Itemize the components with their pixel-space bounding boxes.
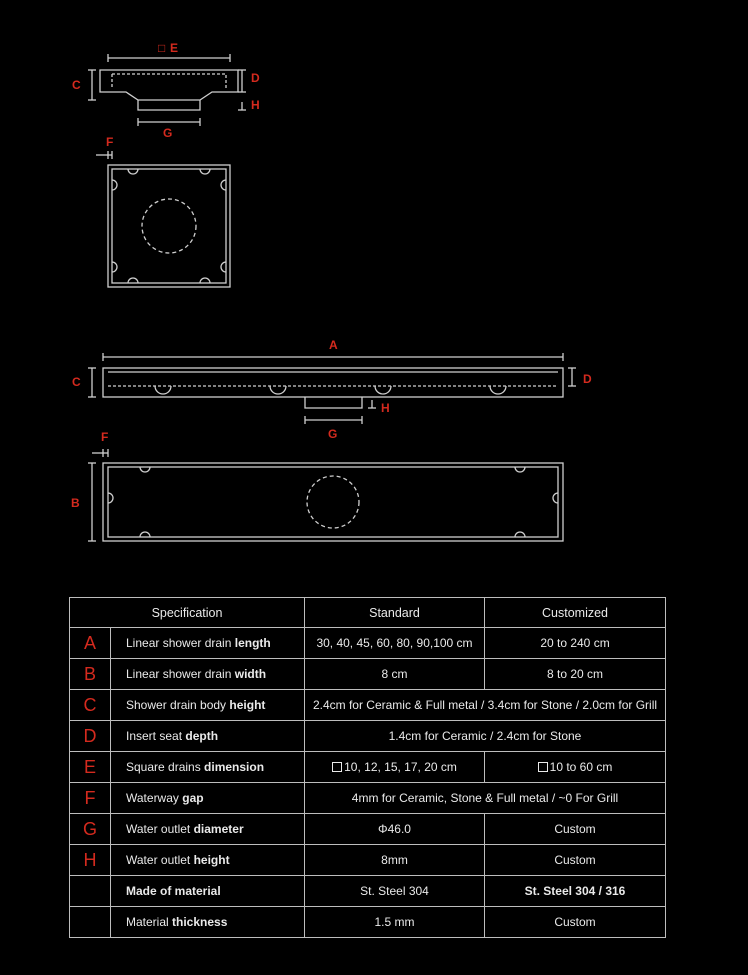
table-row — [70, 814, 666, 845]
row-letter: A — [70, 628, 111, 659]
row-custom-text: 20 to 240 cm — [540, 636, 610, 650]
row-custom-value — [485, 628, 666, 659]
row-custom-text: Custom — [554, 915, 596, 929]
label-c-square: C — [72, 78, 81, 92]
header-specification: Specification — [70, 598, 305, 628]
row-standard-value — [305, 752, 485, 783]
row-description — [111, 845, 305, 876]
row-merged-value: 2.4cm for Ceramic & Full metal / 3.4cm for Stone / 2.0cm for Grill — [305, 690, 666, 721]
row-description-text: Water outlet — [126, 822, 194, 836]
row-description-bold: diameter — [193, 822, 244, 836]
label-f-linear: F — [101, 430, 109, 444]
label-g-linear: G — [328, 427, 338, 441]
row-description-text: Linear shower drain — [126, 636, 235, 650]
label-a: A — [329, 338, 338, 352]
row-description-text: Insert seat — [126, 729, 186, 743]
row-description-bold: thickness — [172, 915, 228, 929]
row-description-text: Waterway — [126, 791, 183, 805]
label-e: E — [170, 41, 179, 55]
label-g-square: G — [163, 126, 173, 140]
row-description-text: Linear shower drain — [126, 667, 235, 681]
label-f-square: F — [106, 135, 114, 149]
table-row — [70, 690, 666, 721]
table-row — [70, 783, 666, 814]
row-letter: G — [70, 814, 111, 845]
table-row — [70, 721, 666, 752]
row-custom-value — [485, 752, 666, 783]
header-standard: Standard — [305, 598, 485, 628]
table-row — [70, 752, 666, 783]
row-custom-text: 10 to 60 cm — [549, 760, 613, 774]
row-description — [111, 659, 305, 690]
row-letter: F — [70, 783, 111, 814]
table-row — [70, 659, 666, 690]
row-letter: D — [70, 721, 111, 752]
row-standard-text: 8 cm — [381, 667, 408, 681]
label-square-dim-prefix: □ — [158, 41, 166, 55]
row-description — [111, 690, 305, 721]
row-description-bold: dimension — [204, 760, 265, 774]
row-description-bold: depth — [185, 729, 219, 743]
row-description — [111, 628, 305, 659]
row-description-bold: height — [193, 853, 230, 867]
row-custom-text: Custom — [554, 853, 596, 867]
row-letter: E — [70, 752, 111, 783]
row-standard-value — [305, 628, 485, 659]
row-standard-value — [305, 845, 485, 876]
row-description-bold: width — [234, 667, 267, 681]
square-drain-side-view — [88, 54, 246, 126]
label-h-linear: H — [381, 401, 390, 415]
label-d-linear: D — [583, 372, 592, 386]
row-letter: C — [70, 690, 111, 721]
row-description-bold: gap — [182, 791, 204, 805]
square-symbol-icon — [538, 762, 548, 772]
row-standard-value — [305, 659, 485, 690]
row-custom-value — [485, 659, 666, 690]
label-b: B — [71, 496, 80, 510]
linear-drain-side-view — [88, 353, 576, 424]
row-description-text: Water outlet — [126, 853, 194, 867]
row-custom-value — [485, 876, 666, 907]
row-standard-text: 1.5 mm — [374, 915, 415, 929]
row-description — [111, 752, 305, 783]
table-row — [70, 876, 666, 907]
row-standard-value — [305, 876, 485, 907]
table-row — [70, 907, 666, 938]
row-letter — [70, 907, 111, 938]
row-letter — [70, 876, 111, 907]
table-row — [70, 845, 666, 876]
row-standard-value — [305, 814, 485, 845]
linear-drain-top-view — [88, 449, 563, 541]
label-c-linear: C — [72, 375, 81, 389]
label-d-square: D — [251, 71, 260, 85]
row-description-bold: Made of material — [126, 884, 221, 898]
row-description-text: Shower drain body — [126, 698, 230, 712]
row-description-text: Material — [126, 915, 173, 929]
row-custom-text: St. Steel 304 / 316 — [524, 884, 626, 898]
row-description-bold: height — [229, 698, 266, 712]
label-h-square: H — [251, 98, 260, 112]
table-header-row — [70, 598, 666, 628]
square-drain-top-view — [96, 151, 230, 287]
row-custom-value — [485, 845, 666, 876]
row-letter: H — [70, 845, 111, 876]
table-row — [70, 628, 666, 659]
row-standard-text: St. Steel 304 — [360, 884, 429, 898]
row-merged-value: 1.4cm for Ceramic / 2.4cm for Stone — [305, 721, 666, 752]
row-description — [111, 721, 305, 752]
row-standard-text: 8mm — [381, 853, 408, 867]
row-merged-value: 4mm for Ceramic, Stone & Full metal / ~0 For Grill — [305, 783, 666, 814]
row-custom-value — [485, 907, 666, 938]
row-standard-text: Φ46.0 — [378, 822, 411, 836]
row-description — [111, 783, 305, 814]
row-description — [111, 814, 305, 845]
dimension-labels — [71, 41, 592, 510]
row-standard-text: 10, 12, 15, 17, 20 cm — [344, 760, 457, 774]
row-description — [111, 876, 305, 907]
row-custom-text: 8 to 20 cm — [546, 667, 604, 681]
row-description-bold: length — [234, 636, 271, 650]
row-standard-value — [305, 907, 485, 938]
header-customized: Customized — [485, 598, 666, 628]
row-description — [111, 907, 305, 938]
specification-table — [69, 597, 666, 938]
square-symbol-icon — [332, 762, 342, 772]
row-standard-text: 30, 40, 45, 60, 80, 90,100 cm — [316, 636, 473, 650]
row-custom-text: Custom — [554, 822, 596, 836]
row-custom-value — [485, 814, 666, 845]
row-description-text: Square drains — [126, 760, 205, 774]
row-letter: B — [70, 659, 111, 690]
